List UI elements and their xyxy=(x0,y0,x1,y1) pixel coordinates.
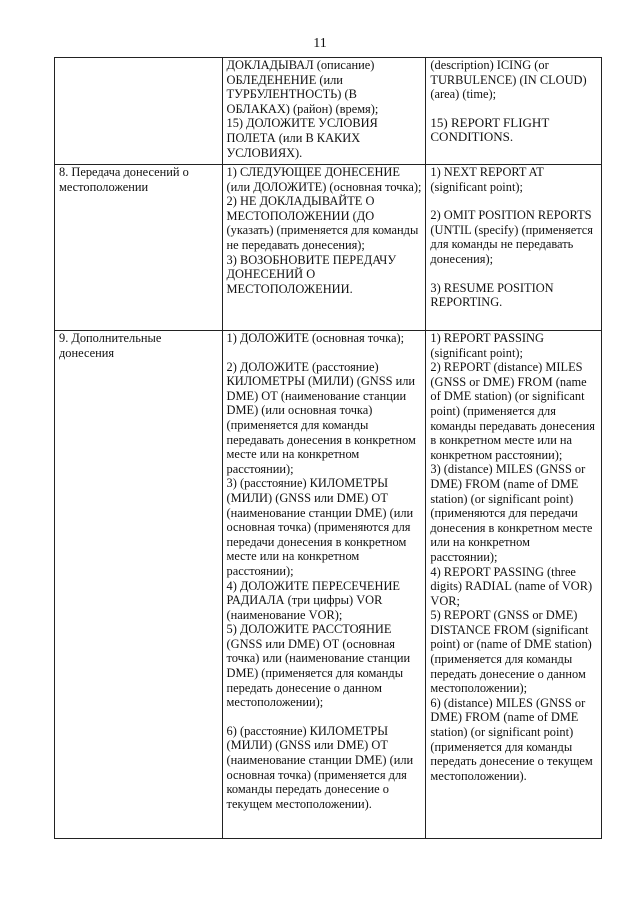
russian-phrase: 3) (расстояние) КИЛОМЕТРЫ (МИЛИ) (GNSS или DME) ОТ (наименование станции DME) (или основная точка) (применяются для передачи донесения в конкретном месте или на конкретном расстоянии); xyxy=(226,476,414,578)
russian-phrase: 2) ДОЛОЖИТЕ (расстояние) КИЛОМЕТРЫ (МИЛИ) (GNSS или DME) ОТ (наименование станции DME) (или основная точка) (применяется для команды передавать донесения в конкретном месте или на конкретном расстоянии); xyxy=(226,359,416,476)
english-phrase-cell xyxy=(426,58,602,165)
russian-phrase: ДОКЛАДЫВАЛ (описание) ОБЛЕДЕНЕНИЕ (или ТУРБУЛЕНТНОСТЬ) (В ОБЛАКАХ) (район) (время); xyxy=(226,58,379,116)
table-row xyxy=(55,331,602,839)
section-heading: 8. Передача донесений о местоположении xyxy=(59,165,189,194)
russian-phrase: 5) ДОЛОЖИТЕ РАССТОЯНИЕ (GNSS или DME) ОТ (основная точка) или (наименование станции DME) (применяется для команды передать донесение о данном местоположении); xyxy=(226,622,411,710)
english-phrase: 3) (distance) MILES (GNSS or DME) FROM (name of DME station) (or significant point) (применяются для передачи донесения в конкретном месте или на конкретном расстоянии); xyxy=(430,462,593,564)
section-heading-cell xyxy=(55,165,223,331)
phraseology-table xyxy=(54,57,602,839)
english-phrase: 2) OMIT POSITION REPORTS (UNTIL (specify) (применяется для команды не передавать донесения); xyxy=(430,208,593,266)
russian-phrase-cell xyxy=(222,331,426,839)
english-phrase: 2) REPORT (distance) MILES (GNSS or DME) FROM (name of DME station) (or significant point) (применяется для команды передавать донесения в конкретном месте или на конкретном расстоянии); xyxy=(430,360,595,462)
section-heading: 9. Дополнительные донесения xyxy=(59,331,162,360)
section-heading-cell xyxy=(55,331,223,839)
russian-phrase: 4) ДОЛОЖИТЕ ПЕРЕСЕЧЕНИЕ РАДИАЛА (три цифры) VOR (наименование VOR); xyxy=(226,578,400,622)
russian-phrase-cell xyxy=(222,58,426,165)
english-phrase: (description) ICING (or TURBULENCE) (IN CLOUD) (area) (time); xyxy=(430,58,587,102)
page-number: 11 xyxy=(313,36,327,51)
english-phrase: 3) RESUME POSITION REPORTING. xyxy=(430,280,554,310)
english-phrase: 6) (distance) MILES (GNSS or DME) FROM (name of DME station) (or significant point) (применяется для команды передать донесение о текущем местоположении). xyxy=(430,695,593,783)
english-phrase: 4) REPORT PASSING (three digits) RADIAL (name of VOR) VOR; xyxy=(430,564,593,608)
russian-phrase: 15) ДОЛОЖИТЕ УСЛОВИЯ ПОЛЕТА (или В КАКИХ УСЛОВИЯХ). xyxy=(226,116,378,160)
english-phrase: 1) REPORT PASSING (significant point); xyxy=(430,331,544,360)
russian-phrase: 6) (расстояние) КИЛОМЕТРЫ (МИЛИ) (GNSS или DME) ОТ (наименование станции DME) (или основная точка) (применяется для команды передать донесение о текущем местоположении). xyxy=(226,723,414,811)
russian-phrase: 1) ДОЛОЖИТЕ (основная точка); xyxy=(226,331,405,345)
russian-phrase: 2) НЕ ДОКЛАДЫВАЙТЕ О МЕСТОПОЛОЖЕНИИ (ДО (указать) (применяется для команды не передавать донесения); xyxy=(226,194,419,252)
russian-phrase: 3) ВОЗОБНОВИТЕ ПЕРЕДАЧУ ДОНЕСЕНИЙ О МЕСТОПОЛОЖЕНИИ. xyxy=(226,252,397,296)
english-phrase: 1) NEXT REPORT AT (significant point); xyxy=(430,165,544,194)
english-phrase-cell xyxy=(426,331,602,839)
table-row xyxy=(55,58,602,165)
table-row xyxy=(55,165,602,331)
english-phrase: 5) REPORT (GNSS or DME) DISTANCE FROM (significant point) or (name of DME station) (применяется для команды передать донесение о данном местоположении); xyxy=(430,608,592,696)
english-phrase: 15) REPORT FLIGHT CONDITIONS. xyxy=(430,114,550,145)
english-phrase-cell xyxy=(426,165,602,331)
section-heading-cell xyxy=(55,58,223,165)
russian-phrase-cell xyxy=(222,165,426,331)
russian-phrase: 1) СЛЕДУЮЩЕЕ ДОНЕСЕНИЕ (или ДОЛОЖИТЕ) (основная точка); xyxy=(226,165,422,194)
